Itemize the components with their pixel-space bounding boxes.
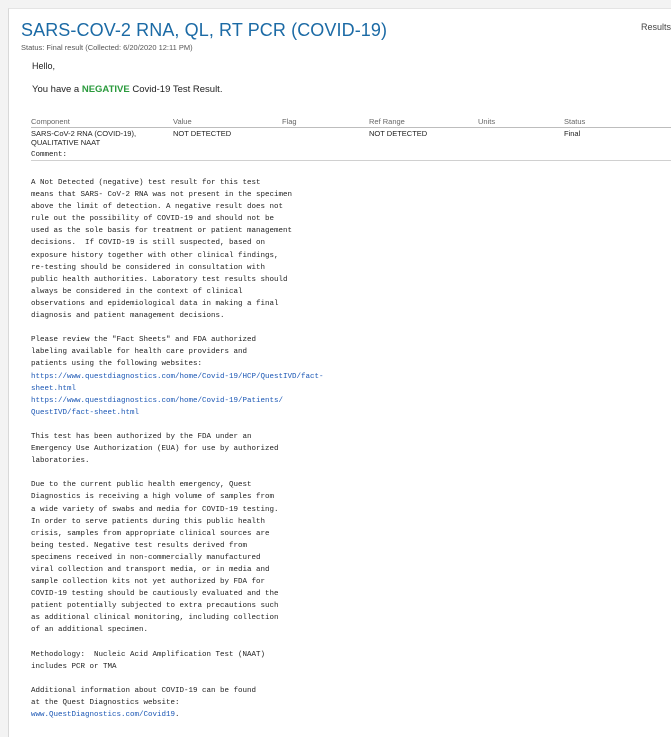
results-table [31,117,671,147]
quest-covid-link[interactable]: www.QuestDiagnostics.com/Covid19 [31,711,176,720]
comment-paragraph-4: Due to the current public health emergency, Quest Diagnostics is receiving a high volume of samples from a wide variety of swabs and media for COVID-19 testing. In order to serve patients during this public health crisis, samples from appropriate clinical sources are being tested. Negative test results derived from specimens received in non-commercially manufactured viral collection and transport media, or in media and sample collection kits not yet authorized by FDA for COVID-19 testing should be cautiously evaluated and the patient potentially subjected to extra precautions such as additional clinical monitoring, including collection of an additional specimen. [31,481,279,635]
cell-ref-range: NOT DETECTED [369,129,428,138]
comment-label: Comment: [31,151,671,161]
table-header-row [31,117,671,128]
header-ref-range: Ref Range [369,117,478,128]
patient-fact-sheet-link[interactable]: https://www.questdiagnostics.com/home/Covid-19/Patients/ QuestIVD/fact-sheet.html [31,396,284,417]
header-value: Value [173,117,282,128]
hcp-fact-sheet-link[interactable]: https://www.questdiagnostics.com/home/Covid-19/HCP/QuestIVD/fact- sheet.html [31,372,324,393]
more-info-text: Additional information about COVID-19 can be found at the Quest Diagnostics website: [31,686,257,708]
result-page [8,8,671,737]
header-flag: Flag [282,117,369,128]
component-line-1: SARS-CoV-2 RNA (COVID-19), [31,129,137,138]
page-title: SARS-COV-2 RNA, QL, RT PCR (COVID-19) [21,20,388,40]
comment-paragraph-2 [31,334,471,419]
table-row [31,128,671,148]
status-line: Status: Final result (Collected: 6/20/2020 12:11 PM) [21,43,193,52]
result-suffix: Covid-19 Test Result. [129,84,223,95]
comment-paragraph-3: This test has been authorized by the FDA under an Emergency Use Authorization (EUA) for use by authorized laboratories. [31,432,279,466]
result-value: NEGATIVE [81,84,130,95]
component-line-2: QUALITATIVE NAAT [31,138,101,147]
comment-body [31,177,471,733]
comment-paragraph-6 [31,685,471,721]
link-suffix: . [175,711,180,720]
comment-paragraph-1: A Not Detected (negative) test result for this test means that SARS- CoV-2 RNA was not present in the specimen above the limit of detection. A negative result does not rule out the possibility of COVID-19 and should not be used as the sole basis for treatment or patient management decisions. If COVID-19 is still suspected, based on exposure history together with other clinical findings, re-testing should be considered in consultation with public health authorities. Laboratory test results should always be considered in the context of clinical observations and epidemiological data in making a final diagnosis and patient management decisions. [31,179,293,321]
fact-sheet-intro: Please review the "Fact Sheets" and FDA authorized labeling available for health care providers and patients using the following websites: [31,336,257,369]
result-summary [32,84,222,95]
cell-units [478,128,564,148]
results-link[interactable]: Results [640,22,671,32]
cell-status: Final [564,129,581,138]
cell-component [31,128,173,148]
comment-paragraph-5: Methodology: Nucleic Acid Amplification Test (NAAT) includes PCR or TMA [31,650,266,671]
greeting: Hello, [32,61,56,71]
cell-value: NOT DETECTED [173,129,232,138]
result-prefix: You have a [32,84,82,95]
header-status: Status [564,117,671,128]
cell-flag [282,128,369,148]
header-units: Units [478,117,564,128]
header-component: Component [31,117,173,128]
